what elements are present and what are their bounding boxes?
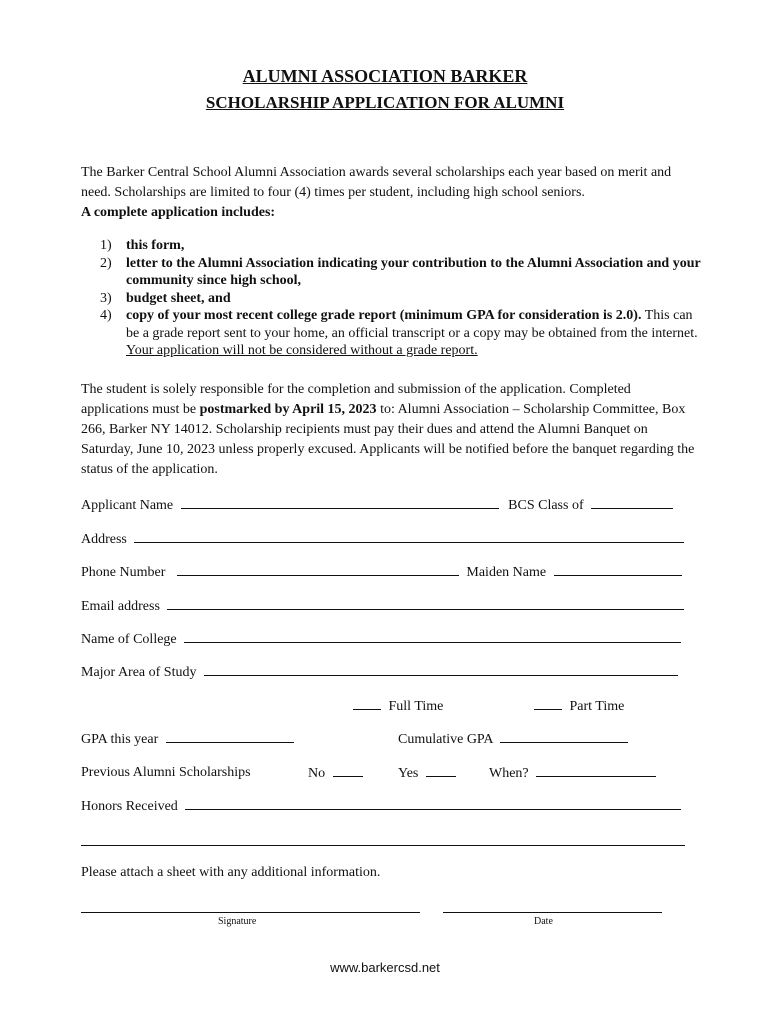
honors-row xyxy=(81,796,681,816)
cumulative-gpa-label: Cumulative GPA xyxy=(398,732,493,747)
full-time-option xyxy=(353,696,443,716)
no-label: No xyxy=(308,766,326,781)
email-row xyxy=(81,596,684,616)
intro-bold-line: A complete application includes: xyxy=(81,205,276,220)
full-time-field[interactable] xyxy=(353,696,381,710)
yes-option xyxy=(398,763,456,783)
gpa-year-label: GPA this year xyxy=(81,732,159,747)
email-label: Email address xyxy=(81,599,160,614)
date-label: Date xyxy=(534,916,553,927)
list-item xyxy=(81,237,701,255)
yes-field[interactable] xyxy=(426,763,456,777)
bcs-class-label: BCS Class of xyxy=(508,498,584,513)
college-field[interactable] xyxy=(184,629,681,643)
college-label: Name of College xyxy=(81,632,177,647)
intro-paragraph xyxy=(81,163,696,223)
list-text: letter to the Alumni Association indicating your contribution to the Alumni Association and your community since high school, xyxy=(126,255,701,288)
part-time-field[interactable] xyxy=(534,696,562,710)
prev-scholarships-row xyxy=(81,763,251,783)
grade-report-warning: Your application will not be considered without a grade report. xyxy=(126,343,478,358)
list-item xyxy=(81,255,701,290)
list-text-bold: copy of your most recent college grade report (minimum GPA for consideration is 2.0). xyxy=(126,308,642,323)
list-text: budget sheet, and xyxy=(126,290,231,306)
honors-field[interactable] xyxy=(185,796,681,810)
gpa-row xyxy=(81,729,294,749)
cumulative-gpa-row xyxy=(398,729,628,749)
when-label: When? xyxy=(489,766,529,781)
list-number: 1) xyxy=(100,238,112,253)
signature-label: Signature xyxy=(218,916,257,927)
address-label: Address xyxy=(81,532,127,547)
major-label: Major Area of Study xyxy=(81,665,197,680)
prev-scholarships-label: Previous Alumni Scholarships xyxy=(81,765,251,780)
phone-label: Phone Number xyxy=(81,565,166,580)
when-option xyxy=(489,763,656,783)
list-text-plain: This can be a grade report sent to your home, an official transcript or a copy may be obtained from the internet. xyxy=(126,308,698,341)
phone-row xyxy=(81,562,682,582)
maiden-name-label: Maiden Name xyxy=(466,565,547,580)
requirements-list xyxy=(81,237,701,360)
list-number: 4) xyxy=(100,308,112,323)
applicant-row xyxy=(81,495,673,515)
major-row xyxy=(81,662,678,682)
page-title: ALUMNI ASSOCIATION BARKER xyxy=(242,66,528,86)
intro-text: The Barker Central School Alumni Association awards several scholarships each year based on merit and need. Scholarships are limited to four (4) times per student, including high school seniors. xyxy=(81,165,672,200)
responsibility-text-2: to: Alumni Association – Scholarship Committee, Box 266, Barker NY 14012. Scholarship recipients must pay their dues and attend the Alumni Banquet on Saturday, June 10, 2023 unless properly excused. Applicants will be notified before the banquet regarding the status of the application. xyxy=(81,402,695,477)
email-field[interactable] xyxy=(167,596,684,610)
list-number: 2) xyxy=(100,255,112,271)
list-number: 3) xyxy=(100,290,112,306)
date-field[interactable] xyxy=(443,912,662,913)
college-row xyxy=(81,629,681,649)
signature-field[interactable] xyxy=(81,912,420,913)
responsibility-text-1: The student is solely responsible for the completion and submission of the application. Completed applications must be xyxy=(81,382,631,417)
major-field[interactable] xyxy=(204,662,678,676)
responsibility-paragraph xyxy=(81,380,696,480)
address-field[interactable] xyxy=(134,529,684,543)
honors-field-continued[interactable] xyxy=(81,845,685,846)
cumulative-gpa-field[interactable] xyxy=(500,729,628,743)
full-time-label: Full Time xyxy=(388,699,444,714)
maiden-name-field[interactable] xyxy=(554,562,682,576)
page-subtitle: SCHOLARSHIP APPLICATION FOR ALUMNI xyxy=(205,93,565,112)
attach-note: Please attach a sheet with any additional information. xyxy=(81,865,381,880)
no-option xyxy=(308,763,363,783)
list-text: this form, xyxy=(126,238,185,253)
footer-url[interactable]: www.barkercsd.net xyxy=(330,960,440,975)
bcs-class-field[interactable] xyxy=(591,495,673,509)
no-field[interactable] xyxy=(333,763,363,777)
phone-field[interactable] xyxy=(177,562,459,576)
applicant-name-label: Applicant Name xyxy=(81,498,174,513)
applicant-name-field[interactable] xyxy=(181,495,499,509)
yes-label: Yes xyxy=(398,766,419,781)
list-item xyxy=(81,307,701,360)
part-time-option xyxy=(534,696,624,716)
when-field[interactable] xyxy=(536,763,656,777)
address-row xyxy=(81,529,684,549)
part-time-label: Part Time xyxy=(569,699,625,714)
deadline-text: postmarked by April 15, 2023 xyxy=(199,402,377,417)
list-item xyxy=(81,290,701,308)
honors-label: Honors Received xyxy=(81,799,178,814)
gpa-year-field[interactable] xyxy=(166,729,294,743)
